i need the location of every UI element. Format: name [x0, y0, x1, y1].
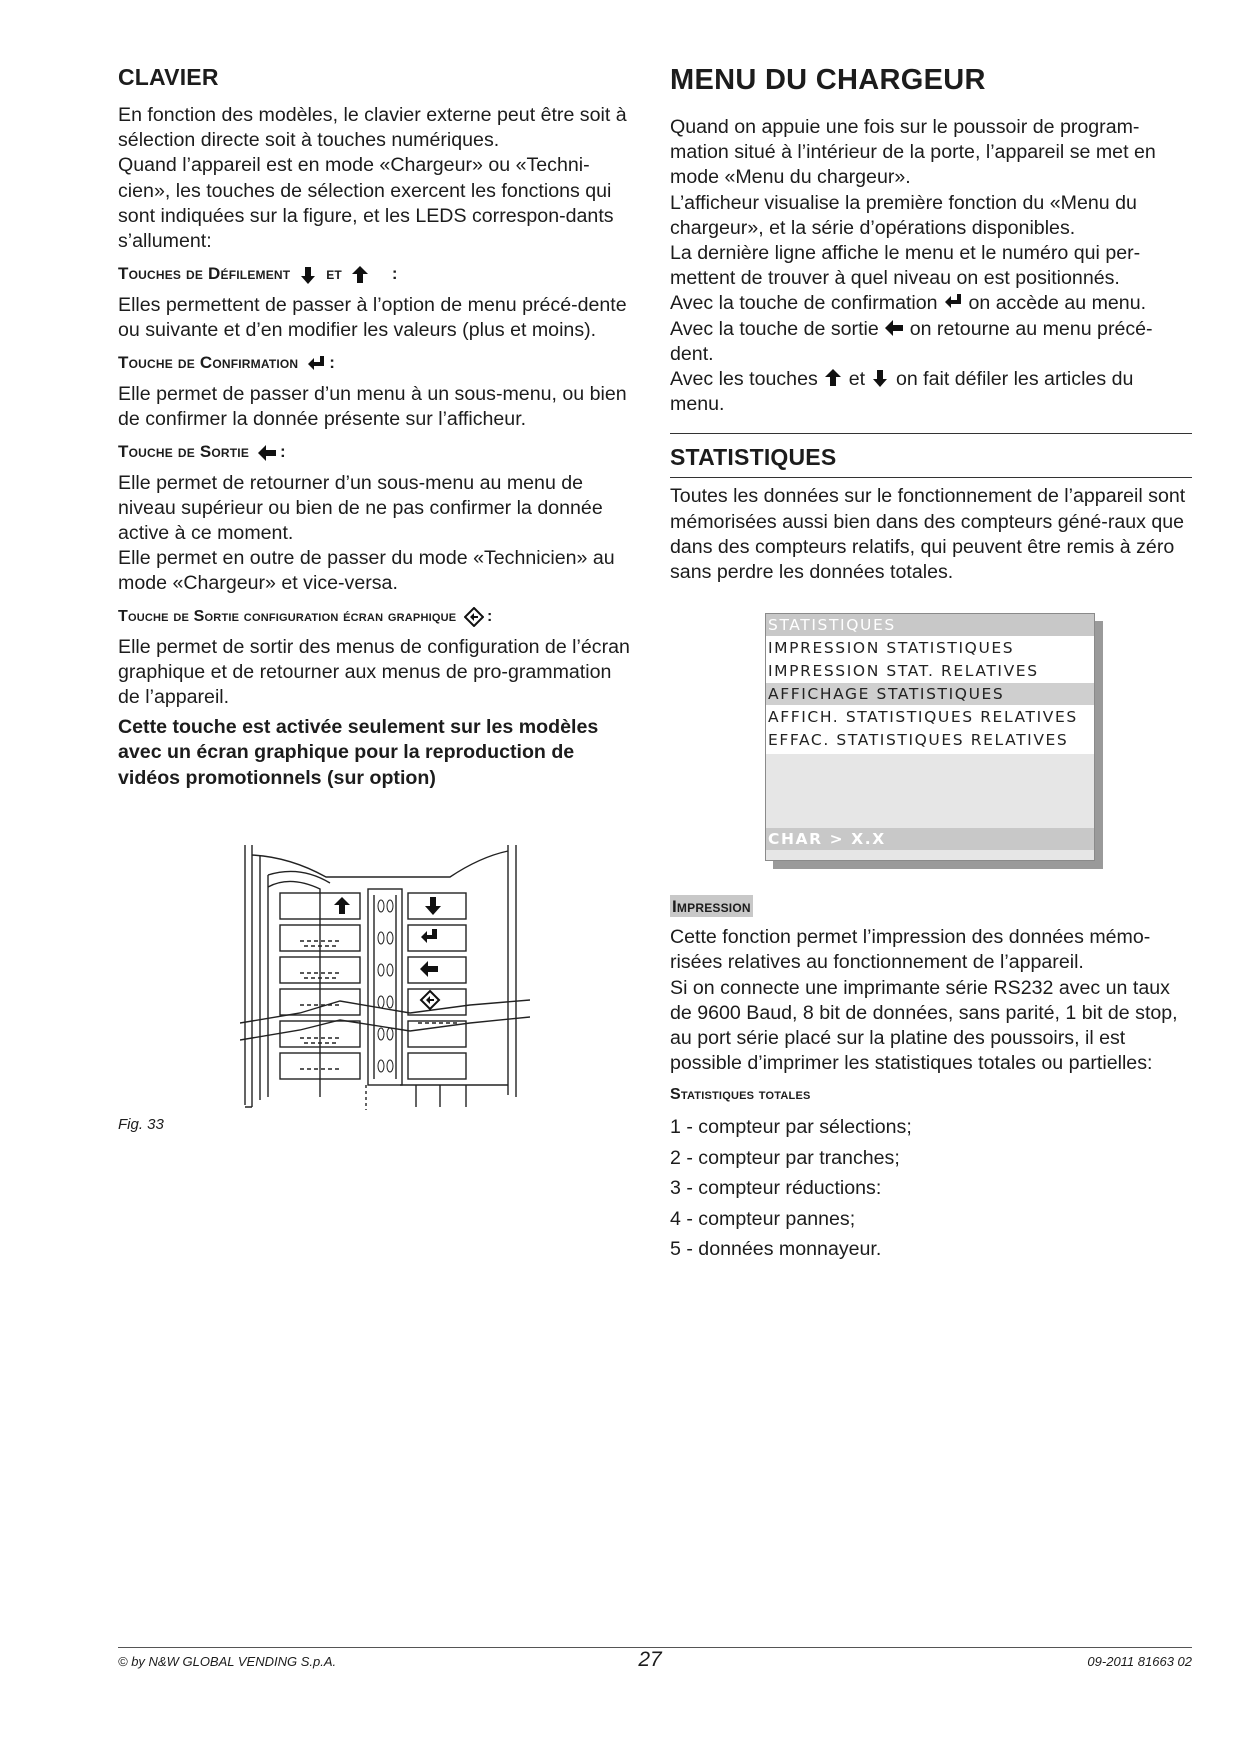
menu-paragraph-5	[670, 317, 1192, 367]
screen-footer-row: CHAR > X.X	[766, 828, 1094, 850]
list-item: 1 - compteur par sélections;	[670, 1116, 912, 1139]
impression-heading	[670, 895, 1192, 917]
menu-paragraph-3: La dernière ligne affiche le menu et le numéro qui per-mettent de trouver à quel niveau on est positionnés.	[670, 242, 1141, 290]
section-divider-top	[670, 433, 1192, 434]
defilement-heading-and: et	[326, 264, 342, 284]
confirmation-text: Elle permet de passer d’un menu à un sous-menu, ou bien de confirmer la donnée présente sur l’afficheur.	[118, 382, 627, 430]
menu-paragraph-2: L’afficheur visualise la première fonction du «Menu du chargeur», et la série d’opérations disponibles.	[670, 191, 1137, 239]
arrow-down-icon	[298, 265, 318, 285]
page-number: 27	[638, 1648, 662, 1671]
sortie-text-1: Elle permet de retourner d’un sous-menu au menu de niveau supérieur ou bien de ne pas confirmer la donnée active à ce moment.	[118, 471, 603, 544]
keyboard-figure	[240, 845, 530, 1115]
sortie-heading-text: Touche de Sortie	[118, 442, 250, 462]
list-item: 4 - compteur pannes;	[670, 1207, 856, 1230]
footer-doc-code: 09-2011 81663 02	[1087, 1654, 1192, 1669]
impression-paragraph-1: Cette fonction permet l’impression des données mémo-risées relatives au fonctionnement de l’appareil.	[670, 926, 1151, 974]
sortie-config-heading: Touche de Sortie configuration écran graphique :	[118, 607, 493, 625]
defilement-heading-text: Touches de Défilement	[118, 264, 291, 284]
enter-icon	[306, 354, 326, 374]
impression-paragraph-2: Si on connecte une imprimante série RS232 avec un taux de 9600 Baud, 8 bit de données, sans parité, 1 bit de stop, au port série placé sur la platine des poussoirs, il est possible d’imprimer les statistiques totales ou partielles:	[670, 976, 1178, 1075]
arrow-left-icon	[257, 443, 277, 463]
counter-list	[670, 1112, 1192, 1265]
clavier-paragraph-2: Quand l’appareil est en mode «Chargeur» ou «Techni-cien», les touches de sélection exercent les fonctions qui sont indiquées sur la figure, et les LEDS correspon-dants s’allument:	[118, 154, 614, 253]
statistiques-title: STATISTIQUES	[670, 444, 837, 471]
enter-icon	[943, 292, 963, 312]
defilement-heading-colon: :	[391, 264, 398, 284]
confirmation-heading-text: Touche de Confirmation	[118, 353, 299, 373]
impression-heading-text: Impression	[672, 897, 751, 917]
clavier-title: CLAVIER	[118, 64, 219, 90]
screen-row: AFFICH. STATISTIQUES RELATIVES	[768, 708, 1078, 727]
list-item: 2 - compteur par tranches;	[670, 1146, 900, 1169]
sortie-config-text: Elle permet de sortir des menus de configuration de l’écran graphique et de retourner aux menus de pro-grammation de l’appareil.	[118, 635, 630, 708]
footer-copyright: © by N&W GLOBAL VENDING S.p.A.	[118, 1654, 337, 1669]
statistiques-paragraph: Toutes les données sur le fonctionnement de l’appareil sont mémorisées aussi bien dans des compteurs géné-raux que dans des compteurs relatifs, qui peuvent être remis à zéro sans perdre les données totales.	[670, 485, 1186, 584]
list-item: 3 - compteur réductions:	[670, 1177, 882, 1200]
arrow-down-icon	[870, 368, 890, 388]
section-divider-bottom	[670, 477, 1192, 478]
defilement-heading	[118, 264, 638, 285]
sortie-heading: Touche de Sortie :	[118, 442, 286, 462]
screen-panel	[765, 613, 1095, 861]
sortie-config-heading-text: Touche de Sortie configuration écran graphique	[118, 607, 457, 625]
menu-p5-text-a: Avec la touche de sortie	[670, 317, 879, 340]
arrow-up-icon	[350, 265, 370, 285]
arrow-up-icon	[823, 368, 843, 388]
menu-p6-text-c: on fait défiler les articles du menu.	[670, 368, 1134, 416]
menu-p5-text-b: on retourne au menu précé-dent.	[670, 317, 1153, 365]
menu-p4-text-b: on accède au menu.	[968, 292, 1147, 315]
screen-row: IMPRESSION STATISTIQUES	[768, 639, 1015, 658]
menu-p4-text-a: Avec la touche de confirmation	[670, 292, 938, 315]
sortie-text-2: Elle permet en outre de passer du mode «Technicien» au mode «Chargeur» et vice-versa.	[118, 547, 615, 595]
menu-p6-text-b: et	[848, 368, 866, 391]
bold-note: Cette touche est activée seulement sur les modèles avec un écran graphique pour la reproduction de vidéos promotionnels (sur option)	[118, 716, 599, 789]
statistics-display-screen	[765, 613, 1095, 861]
screen-row-selected: AFFICHAGE STATISTIQUES	[766, 683, 1094, 705]
menu-paragraph-4	[670, 291, 1192, 316]
list-item: 5 - données monnayeur.	[670, 1238, 882, 1261]
menu-paragraph-1: Quand on appuie une fois sur le poussoir de program-mation situé à l’intérieur de la porte, l’appareil se met en mode «Menu du chargeur».	[670, 116, 1156, 189]
screen-row: EFFAC. STATISTIQUES RELATIVES	[768, 731, 1069, 750]
defilement-text: Elles permettent de passer à l’option de menu précé-dente ou suivante et d’en modifier les valeurs (plus et moins).	[118, 293, 627, 341]
screen-row: IMPRESSION STAT. RELATIVES	[768, 662, 1039, 681]
left-column	[118, 64, 638, 791]
screen-row-title: STATISTIQUES	[766, 614, 1094, 636]
clavier-paragraph-1: En fonction des modèles, le clavier externe peut être soit à sélection directe soit à touches numériques.	[118, 104, 627, 152]
menu-paragraph-6	[670, 367, 1192, 417]
arrow-left-icon	[884, 318, 904, 338]
figure-caption: Fig. 33	[118, 1116, 164, 1133]
right-column	[670, 64, 1192, 1265]
menu-chargeur-title: MENU DU CHARGEUR	[670, 64, 986, 96]
diamond-arrow-icon	[464, 607, 484, 627]
confirmation-heading: Touche de Confirmation :	[118, 353, 336, 373]
statistiques-totales-heading: Statistiques totales	[670, 1086, 811, 1104]
menu-p6-text-a: Avec les touches	[670, 368, 818, 391]
